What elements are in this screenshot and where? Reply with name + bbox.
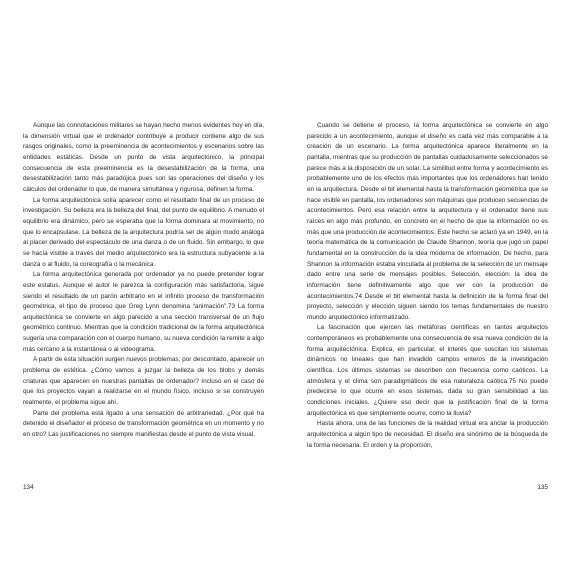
page-number: 134	[23, 484, 34, 491]
paragraph: A partir de esta situación surgen nuevos problemas; por descontado, aparecer un problema de estética. ¿Cómo vamos a juzgar la belleza de los blobs y demás criaturas que aparecen en nuestras pantallas de ordenador? Incluso en el caso de que los proyectos vayan a realizarse en el mundo físico, incluso si se construyen realmente, el problema sigue ahí.	[23, 356, 264, 407]
paragraph: La forma arquitectónica generada por ordenador ya no puede pretender lograr este estatus. Aunque el autor le parezca la configuración más satisfactoria, sigue siendo el resultado de un parón arbitrario en el infinito proceso de transformación geométrica, el tipo de proceso que Greg Lynn denomina “animación”.73 La forma arquitectónica se convierte en algo parecido a una sección transversal de un flujo geométrico continuo. Mientras que la condición tradicional de la forma arquitectónica sugería una comparación con el cuerpo humano, su nueva condición la remite a algo más cercano a la instantánea o al videograma.	[23, 271, 264, 353]
right-page-body	[307, 121, 548, 451]
left-page-body	[23, 121, 264, 441]
paragraph: Parte del problema está ligado a una sensación de arbitrariedad. ¿Por qué ha detenido el diseñador el proceso de transformación geométrica en un momento y no en otro? Las justificaciones no siempre manifiestas desde el punto de vista visual.	[23, 409, 264, 439]
paragraph: La forma arquitectónica solía aparecer como el resultado final de un proceso de investigación. Su belleza era la belleza del final, del punto de equilibrio. A menudo el equilibrio era dinámico, pero se esperaba que la forma dominara al movimiento, no que lo encapsulase. La belleza de la arquitectura podría ser de algún modo análoga al placer derivado del espectáculo de una danza o de un fluido. Sin embargo, lo que se hacía visible a través del medio arquitectónico era la estructura subyacente a la danza o al fluido, la coreografía o la mecánica.	[23, 196, 264, 268]
paragraph: Hasta ahora, una de las funciones de la realidad virtual era anclar la producción arquitectónica a algún tipo de necesidad. El diseño era sinónimo de la búsqueda de la forma necesaria. El orden y la proporción,	[307, 420, 548, 449]
right-page	[285, 0, 570, 570]
paragraph: La fascinación que ejercen las metáforas científicas en tantos arquitectos contemporáneos es probablemente una consecuencia de esa nueva condición de la forma arquitectónica. Explica, en particular, el interés que suscitan los sistemas dinámicos no lineales que han invadido campos enteros de la investigación científica. Los últimos sistemas se describen con frecuencia como caóticos. La atmósfera y el clima son paradigmáticos de esa naturaleza caótica.75 No puede predecirse lo que ocurre en esos sistemas, dada su gran sensibilidad a las condiciones iniciales. ¿Quiere eso decir que la justificación final de la forma arquitectónica es que simplemente ocurre, como la lluvia?	[307, 324, 548, 417]
page-number: 135	[537, 484, 548, 491]
paragraph: Aunque las connotaciones militares se hayan hecho menos evidentes hoy en día, la dimensión virtual que el ordenador contribuye a producir contiene algo de sus rasgos originales, como la preeminencia de acontecimientos y escenarios sobre las entidades estáticas. Desde un punto de vista arquitectónico, la principal consecuencia de esta preeminencia es la desestabilización de la forma, una desestabilización tanto más paradójica pues son las operaciones del diseño y los cálculos del ordenador lo que, de manera simultánea y rigurosa, definen la forma.	[23, 122, 264, 193]
paragraph: Cuando se detiene el proceso, la forma arquitectónica se convierte en algo parecido a un acontecimiento, aunque el diseño es cada vez más comparable a la creación de un escenario. La forma arquitectónica aparece literalmente en la pantalla, mientras que su producción de pantallas cuidadosamente seleccionados se parece más a la disposición de un solar. La similitud entre forma y acontecimiento es probablemente uno de los efectos más importantes que los ordenadores han tenido en la arquitectura. Desde el bit elemental hasta la transformación geométrica que se hace visible en pantalla, los ordenadores son máquinas que producen secuencias de acontecimientos. Pero esa relación entre la arquitectura y el ordenador tiene sus raíces en algo más profundo, en concreto en el hecho de que la información no es más que una producción de acontecimientos. Este hecho se aclaró ya en 1949, en la teoría matemática de la comunicación de Claude Shannon, teoría que jugó un papel fundamental en la construcción de la idea moderna de información. De hecho, para Shannon la información estaba vinculada al problema de la selección de un mensaje dado entre una serie de mensajes posibles. Selección, elección: la idea de información tiene definitivamente algo que ver con la producción de acontecimientos.74 Desde el bit elemental hasta la definición de la forma final del proyecto, selección y elección siguen siendo los temas fundamentales de nuestro mundo arquitectónico informatizado.	[307, 122, 548, 321]
